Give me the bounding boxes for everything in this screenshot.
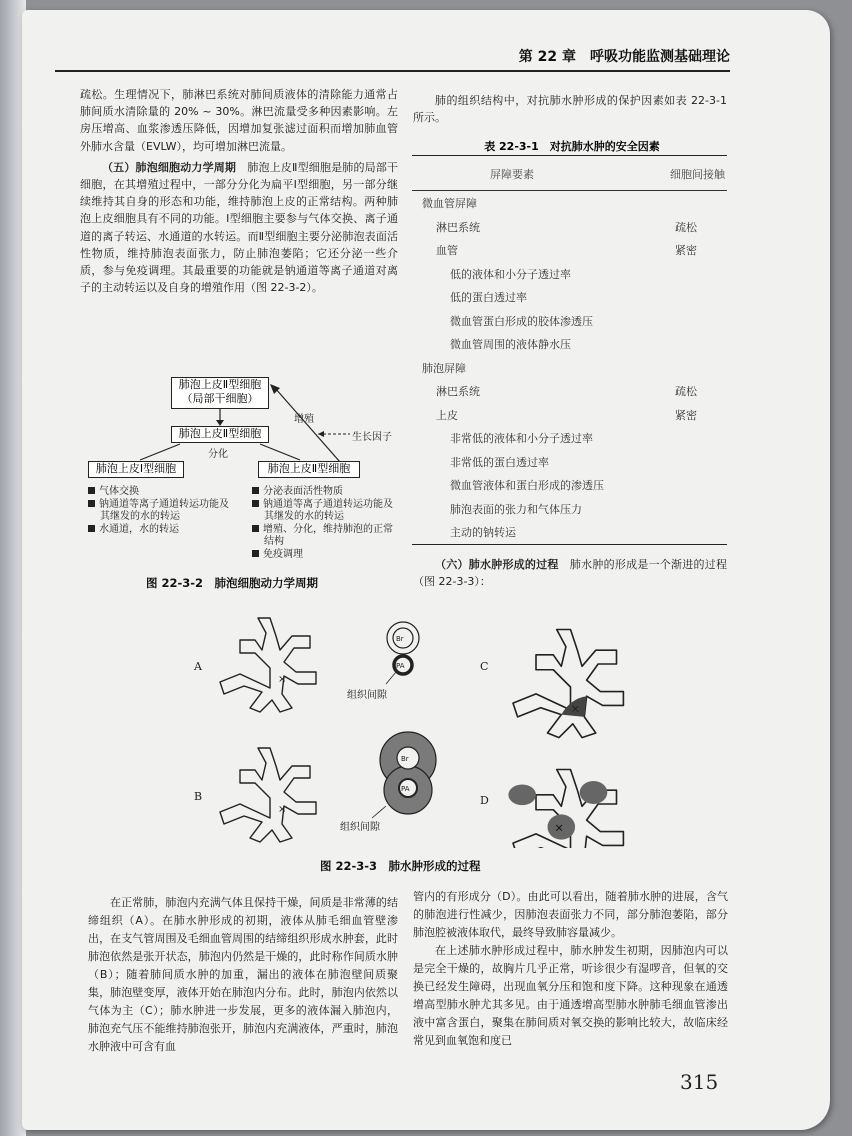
label-interstitium-bottom: 组织间隙 [340, 822, 380, 833]
label-differentiation: 分化 [208, 449, 228, 460]
figure-caption-22-3-3: 图 22-3-3 肺水肿形成的过程 [320, 859, 481, 873]
right-mid-text [413, 556, 727, 590]
table-cell-name: 低的蛋白透过率 [450, 291, 527, 304]
bullet-square-icon [252, 525, 259, 532]
table-cell-name: 微血管液体和蛋白形成的渗透压 [450, 479, 604, 492]
bullet-text: 水通道，水的转运 [99, 523, 179, 535]
left-top-text [80, 86, 398, 296]
table-cell-name: 微血管蛋白形成的胶体渗透压 [450, 314, 593, 328]
table-row [412, 285, 727, 309]
bullet-text: 增殖、分化，维持肺泡的正常结构 [263, 523, 393, 547]
box-type2-stem [171, 377, 269, 409]
table-cell-contact: 疏松 [675, 385, 697, 398]
table-row [412, 262, 727, 286]
table-cell-name: 低的液体和小分子透过率 [450, 267, 571, 281]
paragraph-clinical: 在上述肺水肿形成过程中，肺水肿发生初期，因肺泡内可以是完全干燥的，故胸片几乎正常，听诊很少有湿啰音，但氧的交换已经发生障碍，出现血氧分压和饱和度下降。这种现象在通透增高型肺水肿尤其多见。由于通透增高型肺水肿肺毛细血管渗出液中富含蛋白，聚集在肺间质对氧交换的影响比较大，故临床经常见到血氧饱和度已 [413, 944, 728, 1047]
table-row [412, 473, 727, 497]
svg-text:×: × [554, 820, 565, 835]
table-cell-name: 微血管周围的液体静水压 [450, 338, 571, 351]
table-body [412, 191, 727, 544]
box-type1: 肺泡上皮Ⅰ型细胞 [88, 461, 184, 478]
box-type2-stem-line2: （局部干细胞） [181, 392, 259, 405]
table-title: 表 22-3-1 对抗肺水肿的安全因素 [484, 140, 660, 153]
right-top-text: 肺的组织结构中，对抗肺水肿形成的保护因素如表 22-3-1 所示。 [413, 94, 727, 125]
drawing-c [513, 630, 623, 738]
bullet-text: 气体交换 [99, 486, 139, 497]
label-bronchus: Br [396, 635, 404, 643]
bullet-square-icon [252, 500, 259, 507]
bullet-item [252, 499, 402, 524]
bullet-text: 免疫调理 [263, 548, 303, 560]
table-col-contact: 细胞间接触 [670, 168, 725, 181]
label-interstitium-top: 组织间隙 [347, 690, 387, 701]
bullet-item [252, 486, 402, 499]
table-row [412, 309, 727, 333]
table-row [412, 379, 727, 403]
label-d: D [480, 794, 489, 807]
table-col-barrier: 屏障要素 [490, 168, 534, 181]
table-row [412, 215, 727, 239]
bullet-item [88, 499, 238, 524]
bullet-text: 分泌表面活性物质 [263, 486, 343, 497]
chapter-title: 呼吸功能监测基础理论 [590, 49, 730, 65]
bullet-square-icon [88, 525, 95, 532]
vessel-normal [386, 622, 419, 684]
paragraph-progression: 管内的有形成分（D）。由此可以看出，随着肺水肿的进展，含气的肺泡进行性减少，因肺泡表面张力不同，部分肺泡萎陷，部分肺泡腔被液体取代，最终导致肺容量减少。 [413, 890, 728, 939]
label-pulmonary-artery: PA [396, 662, 405, 670]
bullet-square-icon [88, 500, 95, 507]
bullet-square-icon [88, 487, 95, 494]
paragraph-alveolar-cycle [80, 159, 398, 297]
label-bronchus: Br [401, 755, 409, 763]
bullet-text: 钠通道等离子通道转运功能及其继发的水的转运 [263, 498, 393, 522]
label-b: B [194, 790, 203, 803]
table-row [412, 191, 727, 215]
table-row [412, 332, 727, 356]
drawing-a [220, 618, 316, 712]
table-cell-name: 微血管屏障 [422, 197, 477, 210]
type2-functions [252, 486, 402, 561]
page-number: 315 [680, 1070, 719, 1094]
table-row [412, 450, 727, 474]
type1-functions [88, 486, 238, 536]
table-row [412, 497, 727, 521]
svg-text:×: × [278, 804, 287, 815]
drawing-b [220, 748, 316, 842]
bullet-square-icon [252, 550, 259, 557]
table-row [412, 403, 727, 427]
table-cell-name: 非常低的液体和小分子透过率 [450, 432, 593, 445]
box-type2-bottom: 肺泡上皮Ⅱ型细胞 [258, 461, 360, 478]
paragraph-alveolar-body: 肺泡上皮Ⅱ型细胞是肺的局部干细胞，在其增殖过程中，一部分分化为扁平Ⅰ型细胞，另一部分继续维持其自身的形态和功能，维持肺泡上皮的正常结构。两种肺泡上皮细胞具有不同的功能。Ⅰ型细胞主要参与气体交换、离子通道的离子转运、水通道的水转运。而Ⅱ型细胞主要分泌肺泡表面活性物质，维持肺泡表面张力，防止肺泡萎陷；它还分泌一些介质，参与免疫调理。其最重要的功能就是钠通道等离子通道对离子的主动转运以及自身的增殖作用（图 22-3-2）。 [80, 160, 399, 295]
bullet-item [88, 524, 238, 537]
table-cell-name: 主动的钠转运 [450, 526, 516, 539]
table-cell-contact: 疏松 [675, 220, 697, 234]
table-cell-name: 肺泡屏障 [422, 361, 466, 375]
label-proliferation: 增殖 [294, 414, 314, 425]
paragraph-lymph: 疏松。生理情况下，肺淋巴系统对肺间质液体的清除能力通常占肺间质水清除量的 20% ~ 30%。淋巴流量受多种因素影响。左房压增高、血浆渗透压降低，因增加复张滤过面积而增加肺血管外肺水含量（EVLW），均可增加淋巴流量。 [80, 88, 398, 153]
bullet-item [88, 486, 238, 499]
bullet-square-icon [252, 487, 259, 494]
drawing-d [508, 770, 623, 849]
table-cell-name: 上皮 [436, 408, 458, 422]
bullet-text: 钠通道等离子通道转运功能及其继发的水的转运 [99, 498, 229, 522]
label-a: A [194, 660, 202, 673]
table-row [412, 426, 727, 450]
section-heading-6: （六）肺水肿形成的过程 [435, 558, 559, 571]
vessel-edema [372, 732, 436, 818]
box-type2-stem-line1: 肺泡上皮Ⅱ型细胞 [178, 378, 262, 391]
bullet-item [252, 549, 402, 562]
box-type2-mid: 肺泡上皮Ⅱ型细胞 [171, 426, 269, 443]
section-heading-5: （五）肺泡细胞动力学周期 [102, 160, 237, 174]
table-cell-name: 肺泡表面的张力和气体压力 [450, 502, 582, 516]
table-row [412, 520, 727, 544]
figure-caption-22-3-2: 图 22-3-2 肺泡细胞动力学周期 [146, 576, 319, 590]
table-row [412, 356, 727, 380]
svg-text:×: × [570, 701, 581, 716]
running-header [55, 40, 730, 72]
bottom-left-text: 在正常肺，肺泡内充满气体且保持干燥，间质是非常薄的结缔组织（A）。在肺水肿形成的初期，液体从肺毛细血管壁渗出，在支气管周围及毛细血管周围的结缔组织形成水肿套，此时肺泡依然是张开状态，肺泡内仍然是干燥的，此时称作间质水肿（B）；随着肺间质水肿的加重，漏出的液体在肺泡壁间质聚集，肺泡壁变厚，液体开始在肺泡内分布。此时，肺泡内依然以气体为主（C）；肺水肿进一步发展，更多的液体漏入肺泡内，肺泡充气压不能维持肺泡张开，肺泡内充满液体，严重时，肺泡水肿液中可含有血 [88, 896, 398, 1053]
table-cell-contact: 紧密 [675, 408, 697, 422]
paragraph-edema-process: 肺水肿的形成是一个渐进的过程（图 22-3-3）： [413, 558, 728, 589]
safety-factors-table [412, 155, 727, 545]
table-cell-name: 淋巴系统 [436, 385, 480, 398]
svg-text:×: × [278, 674, 287, 685]
bullet-item [252, 524, 402, 549]
edema-drawings [190, 608, 730, 848]
table-header [412, 156, 727, 191]
table-cell-name: 血管 [436, 244, 458, 257]
label-pulmonary-artery: PA [401, 785, 410, 793]
label-growth-factor: 生长因子 [352, 432, 392, 443]
table-cell-name: 非常低的蛋白透过率 [450, 455, 549, 469]
label-c: C [480, 660, 489, 673]
table-row [412, 238, 727, 262]
table-cell-name: 淋巴系统 [436, 220, 480, 234]
chapter-number: 第 22 章 [518, 49, 576, 65]
table-cell-contact: 紧密 [675, 244, 697, 257]
chapter-heading [519, 46, 730, 66]
bottom-right-text [413, 888, 728, 1050]
